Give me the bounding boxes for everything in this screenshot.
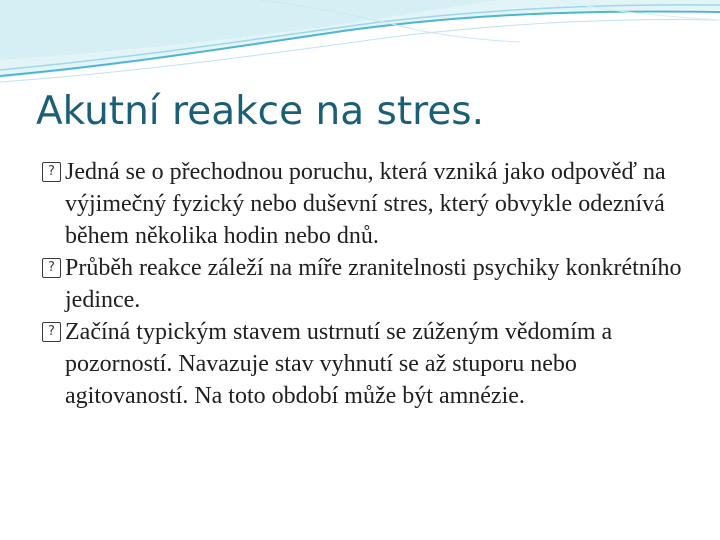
bullet-text: Začíná typickým stavem ustrnutí se zúženým vědomím a pozorností. Navazuje stav vyhnutí se až stuporu nebo agitovaností. Na toto období může být amnézie.	[65, 319, 613, 409]
header-wave-decoration	[0, 0, 720, 90]
bullet-text: Jedná se o přechodnou poruchu, která vzniká jako odpověď na výjimečný fyzický nebo duševní stres, který obvykle odeznívá během několika hodin nebo dnů.	[65, 159, 666, 249]
missing-glyph-box-icon	[42, 162, 61, 182]
bullet-item	[42, 252, 702, 316]
bullet-item	[42, 156, 702, 252]
bullet-text: Průběh reakce záleží na míře zranitelnosti psychiky konkrétního jedince.	[65, 255, 682, 313]
wave-band-fill-soft	[0, 0, 500, 60]
bullet-item	[42, 316, 702, 412]
bullet-list	[42, 156, 702, 412]
missing-glyph-box-icon	[42, 258, 61, 278]
missing-glyph-box-icon	[42, 322, 61, 342]
slide-title: Akutní reakce na stres.	[36, 89, 485, 134]
